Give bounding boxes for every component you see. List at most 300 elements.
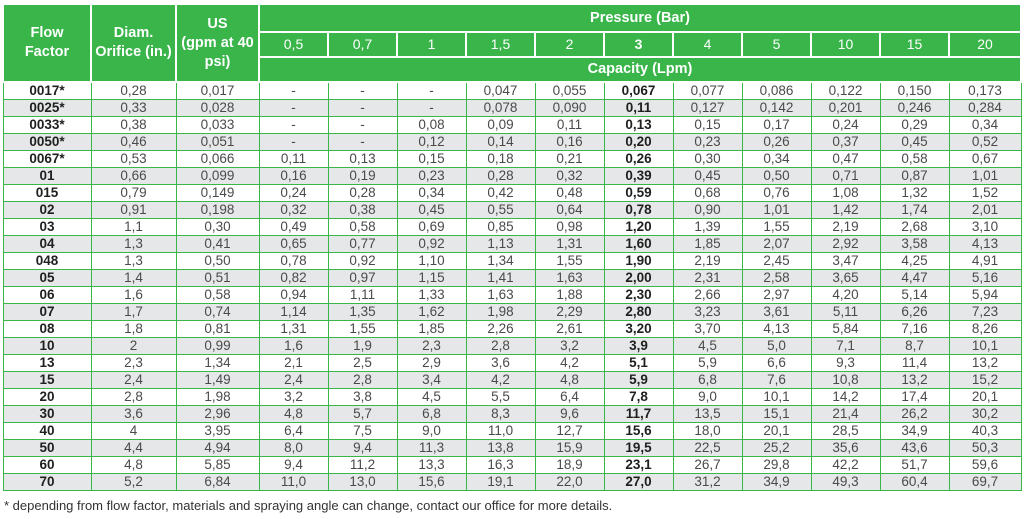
- us-gpm-cell: 0,50: [176, 252, 259, 269]
- table-row: [3, 218, 1021, 235]
- table-row: [3, 473, 1021, 490]
- us-gpm-cell: 0,99: [176, 337, 259, 354]
- capacity-cell: 2,4: [259, 371, 328, 388]
- capacity-cell: 0,24: [811, 116, 880, 133]
- capacity-cell: 1,63: [535, 269, 604, 286]
- us-gpm-cell: 0,198: [176, 201, 259, 218]
- capacity-cell: 0,59: [604, 184, 673, 201]
- capacity-cell: 0,67: [949, 150, 1021, 167]
- us-gpm-cell: 0,81: [176, 320, 259, 337]
- capacity-cell: 0,39: [604, 167, 673, 184]
- capacity-cell: 20,1: [949, 388, 1021, 405]
- us-gpm-cell: 0,41: [176, 235, 259, 252]
- nozzle-capacity-table: [2, 3, 1022, 491]
- capacity-cell: 1,32: [880, 184, 949, 201]
- capacity-cell: 8,7: [880, 337, 949, 354]
- capacity-cell: 69,7: [949, 473, 1021, 490]
- capacity-cell: -: [259, 133, 328, 150]
- capacity-cell: 17,4: [880, 388, 949, 405]
- diam-orifice-cell: 0,66: [91, 167, 176, 184]
- capacity-cell: 7,1: [811, 337, 880, 354]
- capacity-cell: 0,65: [259, 235, 328, 252]
- capacity-cell: 8,0: [259, 439, 328, 456]
- flow-factor-cell: 03: [3, 218, 91, 235]
- capacity-cell: -: [259, 116, 328, 133]
- capacity-cell: 0,047: [466, 82, 535, 99]
- capacity-cell: 4,8: [535, 371, 604, 388]
- capacity-cell: 0,47: [811, 150, 880, 167]
- us-gpm-cell: 0,74: [176, 303, 259, 320]
- us-gpm-cell: 0,033: [176, 116, 259, 133]
- capacity-cell: 1,33: [397, 286, 466, 303]
- capacity-cell: 1,39: [673, 218, 742, 235]
- table-header: [3, 4, 1021, 82]
- capacity-cell: 1,10: [397, 252, 466, 269]
- capacity-cell: 2,3: [397, 337, 466, 354]
- table-row: [3, 405, 1021, 422]
- capacity-cell: 20,1: [742, 422, 811, 439]
- us-gpm-cell: 0,30: [176, 218, 259, 235]
- us-gpm-cell: 1,98: [176, 388, 259, 405]
- capacity-cell: 3,8: [328, 388, 397, 405]
- capacity-cell: 1,9: [328, 337, 397, 354]
- capacity-cell: 0,82: [259, 269, 328, 286]
- flow-factor-cell: 0067*: [3, 150, 91, 167]
- table-row: [3, 150, 1021, 167]
- capacity-cell: 0,15: [673, 116, 742, 133]
- capacity-cell: -: [328, 133, 397, 150]
- capacity-cell: 0,11: [604, 99, 673, 116]
- capacity-cell: 0,29: [880, 116, 949, 133]
- capacity-cell: 0,58: [880, 150, 949, 167]
- capacity-cell: 2,01: [949, 201, 1021, 218]
- capacity-cell: 6,26: [880, 303, 949, 320]
- header-line: US: [207, 15, 228, 32]
- capacity-cell: 3,2: [259, 388, 328, 405]
- capacity-cell: -: [397, 82, 466, 99]
- flow-factor-cell: 05: [3, 269, 91, 286]
- capacity-cell: 0,055: [535, 82, 604, 99]
- capacity-cell: 0,55: [466, 201, 535, 218]
- capacity-cell: 15,1: [742, 405, 811, 422]
- us-gpm-header: [176, 4, 259, 82]
- capacity-cell: 3,61: [742, 303, 811, 320]
- capacity-cell: 0,45: [397, 201, 466, 218]
- us-gpm-cell: 0,58: [176, 286, 259, 303]
- capacity-cell: 11,0: [466, 422, 535, 439]
- capacity-cell: 4,25: [880, 252, 949, 269]
- capacity-cell: 2,68: [880, 218, 949, 235]
- pressure-header-cell: 2: [535, 32, 604, 57]
- capacity-cell: 0,19: [328, 167, 397, 184]
- diam-orifice-cell: 0,28: [91, 82, 176, 99]
- capacity-cell: 0,14: [466, 133, 535, 150]
- header-line: Diam.: [113, 25, 154, 41]
- capacity-cell: 5,7: [328, 405, 397, 422]
- capacity-cell: 0,284: [949, 99, 1021, 116]
- capacity-cell: 1,35: [328, 303, 397, 320]
- table-row: [3, 456, 1021, 473]
- pressure-group-header: Pressure (Bar): [259, 4, 1021, 32]
- capacity-cell: 9,4: [259, 456, 328, 473]
- header-line: Flow: [30, 25, 64, 41]
- capacity-cell: 5,9: [673, 354, 742, 371]
- capacity-cell: 15,2: [949, 371, 1021, 388]
- us-gpm-cell: 0,028: [176, 99, 259, 116]
- capacity-cell: 10,1: [949, 337, 1021, 354]
- capacity-cell: 3,20: [604, 320, 673, 337]
- capacity-cell: 3,23: [673, 303, 742, 320]
- capacity-cell: 0,13: [604, 116, 673, 133]
- header-line: psi): [204, 53, 231, 70]
- capacity-cell: 0,48: [535, 184, 604, 201]
- pressure-header-cell: 15: [880, 32, 949, 57]
- capacity-cell: 2,92: [811, 235, 880, 252]
- capacity-cell: 4,47: [880, 269, 949, 286]
- capacity-cell: 2,45: [742, 252, 811, 269]
- flow-factor-header: [3, 4, 91, 82]
- capacity-cell: 2,29: [535, 303, 604, 320]
- capacity-cell: 1,41: [466, 269, 535, 286]
- flow-factor-cell: 20: [3, 388, 91, 405]
- capacity-cell: 1,55: [535, 252, 604, 269]
- capacity-cell: 1,20: [604, 218, 673, 235]
- capacity-cell: 0,09: [466, 116, 535, 133]
- capacity-cell: 3,47: [811, 252, 880, 269]
- diam-orifice-cell: 1,4: [91, 269, 176, 286]
- capacity-cell: 2,8: [466, 337, 535, 354]
- flow-factor-cell: 50: [3, 439, 91, 456]
- capacity-cell: 1,11: [328, 286, 397, 303]
- capacity-cell: 0,50: [742, 167, 811, 184]
- capacity-cell: 5,0: [742, 337, 811, 354]
- flow-factor-cell: 0025*: [3, 99, 91, 116]
- capacity-cell: 2,07: [742, 235, 811, 252]
- capacity-cell: 1,98: [466, 303, 535, 320]
- capacity-cell: 22,0: [535, 473, 604, 490]
- capacity-cell: 0,69: [397, 218, 466, 235]
- capacity-cell: 4,13: [742, 320, 811, 337]
- capacity-cell: 1,90: [604, 252, 673, 269]
- capacity-cell: 5,11: [811, 303, 880, 320]
- capacity-cell: 15,6: [604, 422, 673, 439]
- table-row: [3, 99, 1021, 116]
- header-line: (gpm at 40: [181, 34, 254, 51]
- capacity-cell: 9,3: [811, 354, 880, 371]
- capacity-cell: 31,2: [673, 473, 742, 490]
- capacity-cell: 13,2: [880, 371, 949, 388]
- capacity-cell: 5,16: [949, 269, 1021, 286]
- header-line: Factor: [24, 44, 70, 60]
- capacity-cell: 1,08: [811, 184, 880, 201]
- table-row: [3, 422, 1021, 439]
- capacity-cell: 4,20: [811, 286, 880, 303]
- us-gpm-cell: 4,94: [176, 439, 259, 456]
- capacity-cell: 0,23: [673, 133, 742, 150]
- flow-factor-cell: 15: [3, 371, 91, 388]
- capacity-cell: 50,3: [949, 439, 1021, 456]
- flow-factor-cell: 60: [3, 456, 91, 473]
- capacity-cell: 0,52: [949, 133, 1021, 150]
- capacity-cell: 0,92: [397, 235, 466, 252]
- capacity-cell: 0,71: [811, 167, 880, 184]
- capacity-cell: 7,6: [742, 371, 811, 388]
- capacity-cell: 5,5: [466, 388, 535, 405]
- flow-factor-cell: 015: [3, 184, 91, 201]
- diam-orifice-header: [91, 4, 176, 82]
- diam-orifice-cell: 2,3: [91, 354, 176, 371]
- capacity-cell: 0,11: [259, 150, 328, 167]
- capacity-cell: 0,078: [466, 99, 535, 116]
- capacity-cell: 0,122: [811, 82, 880, 99]
- capacity-cell: 23,1: [604, 456, 673, 473]
- table-row: [3, 388, 1021, 405]
- capacity-cell: 35,6: [811, 439, 880, 456]
- capacity-cell: 22,5: [673, 439, 742, 456]
- capacity-cell: 2,00: [604, 269, 673, 286]
- capacity-cell: 1,52: [949, 184, 1021, 201]
- diam-orifice-cell: 1,7: [91, 303, 176, 320]
- capacity-cell: 11,2: [328, 456, 397, 473]
- capacity-cell: 0,34: [949, 116, 1021, 133]
- us-gpm-cell: 0,149: [176, 184, 259, 201]
- capacity-cell: 0,85: [466, 218, 535, 235]
- capacity-cell: 1,85: [397, 320, 466, 337]
- pressure-header-cell: 3: [604, 32, 673, 57]
- capacity-cell: 0,201: [811, 99, 880, 116]
- diam-orifice-cell: 2,4: [91, 371, 176, 388]
- capacity-cell: 0,17: [742, 116, 811, 133]
- capacity-cell: 3,58: [880, 235, 949, 252]
- capacity-cell: 15,6: [397, 473, 466, 490]
- flow-factor-cell: 048: [3, 252, 91, 269]
- capacity-cell: 0,150: [880, 82, 949, 99]
- capacity-cell: 2,1: [259, 354, 328, 371]
- capacity-cell: 1,88: [535, 286, 604, 303]
- table-row: [3, 269, 1021, 286]
- capacity-cell: 13,5: [673, 405, 742, 422]
- capacity-cell: 0,13: [328, 150, 397, 167]
- capacity-cell: 0,37: [811, 133, 880, 150]
- capacity-cell: 2,97: [742, 286, 811, 303]
- capacity-cell: 19,5: [604, 439, 673, 456]
- flow-factor-cell: 07: [3, 303, 91, 320]
- capacity-cell: 10,1: [742, 388, 811, 405]
- capacity-cell: 3,70: [673, 320, 742, 337]
- capacity-cell: 0,90: [673, 201, 742, 218]
- capacity-cell: 12,7: [535, 422, 604, 439]
- us-gpm-cell: 6,84: [176, 473, 259, 490]
- pressure-header-cell: 0,7: [328, 32, 397, 57]
- flow-factor-cell: 13: [3, 354, 91, 371]
- capacity-cell: 0,77: [328, 235, 397, 252]
- capacity-cell: 6,6: [742, 354, 811, 371]
- capacity-cell: 13,2: [949, 354, 1021, 371]
- us-gpm-cell: 0,099: [176, 167, 259, 184]
- capacity-cell: 1,42: [811, 201, 880, 218]
- capacity-cell: 15,9: [535, 439, 604, 456]
- capacity-cell: 51,7: [880, 456, 949, 473]
- capacity-cell: 3,2: [535, 337, 604, 354]
- capacity-cell: 0,090: [535, 99, 604, 116]
- capacity-cell: 13,0: [328, 473, 397, 490]
- capacity-cell: 9,6: [535, 405, 604, 422]
- capacity-cell: 0,34: [397, 184, 466, 201]
- capacity-cell: 2,9: [397, 354, 466, 371]
- us-gpm-cell: 1,34: [176, 354, 259, 371]
- capacity-cell: 6,8: [673, 371, 742, 388]
- capacity-cell: 34,9: [742, 473, 811, 490]
- capacity-cell: 0,067: [604, 82, 673, 99]
- capacity-cell: 13,8: [466, 439, 535, 456]
- capacity-cell: 5,94: [949, 286, 1021, 303]
- capacity-cell: 0,38: [328, 201, 397, 218]
- capacity-cell: 2,66: [673, 286, 742, 303]
- flow-factor-cell: 01: [3, 167, 91, 184]
- us-gpm-cell: 2,96: [176, 405, 259, 422]
- diam-orifice-cell: 3,6: [91, 405, 176, 422]
- diam-orifice-cell: 4: [91, 422, 176, 439]
- header-line: Orifice (in.): [95, 44, 172, 60]
- capacity-cell: 18,0: [673, 422, 742, 439]
- capacity-cell: 0,78: [259, 252, 328, 269]
- capacity-cell: 3,10: [949, 218, 1021, 235]
- capacity-cell: 3,4: [397, 371, 466, 388]
- us-gpm-cell: 5,85: [176, 456, 259, 473]
- capacity-cell: 59,6: [949, 456, 1021, 473]
- capacity-cell: 27,0: [604, 473, 673, 490]
- capacity-cell: 0,086: [742, 82, 811, 99]
- diam-orifice-cell: 2: [91, 337, 176, 354]
- flow-factor-cell: 0050*: [3, 133, 91, 150]
- capacity-cell: 0,16: [259, 167, 328, 184]
- diam-orifice-cell: 0,79: [91, 184, 176, 201]
- table-row: [3, 82, 1021, 99]
- capacity-cell: 34,9: [880, 422, 949, 439]
- capacity-cell: 0,94: [259, 286, 328, 303]
- capacity-cell: 2,8: [328, 371, 397, 388]
- capacity-cell: 60,4: [880, 473, 949, 490]
- table-row: [3, 354, 1021, 371]
- capacity-cell: 1,63: [466, 286, 535, 303]
- capacity-cell: 0,077: [673, 82, 742, 99]
- capacity-cell: 1,34: [466, 252, 535, 269]
- pressure-header-cell: 20: [949, 32, 1021, 57]
- pressure-header-cell: 1: [397, 32, 466, 57]
- capacity-cell: 10,8: [811, 371, 880, 388]
- capacity-cell: 30,2: [949, 405, 1021, 422]
- capacity-cell: 0,15: [397, 150, 466, 167]
- diam-orifice-cell: 4,8: [91, 456, 176, 473]
- capacity-group-header: Capacity (Lpm): [259, 57, 1021, 82]
- diam-orifice-cell: 2,8: [91, 388, 176, 405]
- capacity-cell: 0,16: [535, 133, 604, 150]
- pressure-header-cell: 0,5: [259, 32, 328, 57]
- capacity-cell: 2,26: [466, 320, 535, 337]
- pressure-header-cell: 10: [811, 32, 880, 57]
- diam-orifice-cell: 0,38: [91, 116, 176, 133]
- capacity-cell: 0,26: [604, 150, 673, 167]
- table-row: [3, 303, 1021, 320]
- capacity-cell: 0,127: [673, 99, 742, 116]
- capacity-cell: 40,3: [949, 422, 1021, 439]
- capacity-cell: 1,55: [742, 218, 811, 235]
- table-row: [3, 371, 1021, 388]
- table-row: [3, 184, 1021, 201]
- flow-factor-cell: 0033*: [3, 116, 91, 133]
- capacity-cell: 11,7: [604, 405, 673, 422]
- flow-factor-cell: 06: [3, 286, 91, 303]
- table-row: [3, 286, 1021, 303]
- capacity-cell: 7,16: [880, 320, 949, 337]
- capacity-cell: 43,6: [880, 439, 949, 456]
- capacity-cell: 19,1: [466, 473, 535, 490]
- capacity-cell: 11,3: [397, 439, 466, 456]
- capacity-cell: 0,24: [259, 184, 328, 201]
- capacity-cell: -: [328, 82, 397, 99]
- capacity-cell: 0,20: [604, 133, 673, 150]
- capacity-cell: 13,3: [397, 456, 466, 473]
- capacity-cell: 9,0: [673, 388, 742, 405]
- capacity-cell: 26,7: [673, 456, 742, 473]
- flow-factor-cell: 04: [3, 235, 91, 252]
- diam-orifice-cell: 0,91: [91, 201, 176, 218]
- header-row-pressure-group: [3, 4, 1021, 32]
- capacity-cell: 8,26: [949, 320, 1021, 337]
- capacity-cell: 0,26: [742, 133, 811, 150]
- diam-orifice-cell: 0,33: [91, 99, 176, 116]
- capacity-cell: 3,9: [604, 337, 673, 354]
- diam-orifice-cell: 0,46: [91, 133, 176, 150]
- capacity-cell: 4,5: [397, 388, 466, 405]
- capacity-cell: 7,23: [949, 303, 1021, 320]
- us-gpm-cell: 0,017: [176, 82, 259, 99]
- capacity-cell: -: [259, 82, 328, 99]
- capacity-cell: 0,45: [673, 167, 742, 184]
- flow-factor-cell: 30: [3, 405, 91, 422]
- us-gpm-cell: 0,066: [176, 150, 259, 167]
- capacity-cell: 4,8: [259, 405, 328, 422]
- capacity-cell: 6,4: [535, 388, 604, 405]
- capacity-cell: 0,87: [880, 167, 949, 184]
- capacity-cell: 0,28: [466, 167, 535, 184]
- capacity-cell: 4,2: [535, 354, 604, 371]
- table-row: [3, 439, 1021, 456]
- capacity-cell: 0,42: [466, 184, 535, 201]
- capacity-cell: 2,31: [673, 269, 742, 286]
- capacity-cell: 6,8: [397, 405, 466, 422]
- capacity-cell: 29,8: [742, 456, 811, 473]
- capacity-cell: 4,2: [466, 371, 535, 388]
- table-row: [3, 320, 1021, 337]
- capacity-cell: 2,5: [328, 354, 397, 371]
- capacity-cell: 21,4: [811, 405, 880, 422]
- capacity-cell: 0,97: [328, 269, 397, 286]
- table-row: [3, 167, 1021, 184]
- capacity-cell: 0,68: [673, 184, 742, 201]
- flow-factor-cell: 08: [3, 320, 91, 337]
- diam-orifice-cell: 1,1: [91, 218, 176, 235]
- diam-orifice-cell: 1,6: [91, 286, 176, 303]
- capacity-cell: 11,0: [259, 473, 328, 490]
- capacity-cell: 0,76: [742, 184, 811, 201]
- capacity-cell: 9,4: [328, 439, 397, 456]
- capacity-cell: 0,23: [397, 167, 466, 184]
- capacity-cell: 1,01: [742, 201, 811, 218]
- capacity-cell: 0,173: [949, 82, 1021, 99]
- capacity-cell: 42,2: [811, 456, 880, 473]
- capacity-cell: 0,21: [535, 150, 604, 167]
